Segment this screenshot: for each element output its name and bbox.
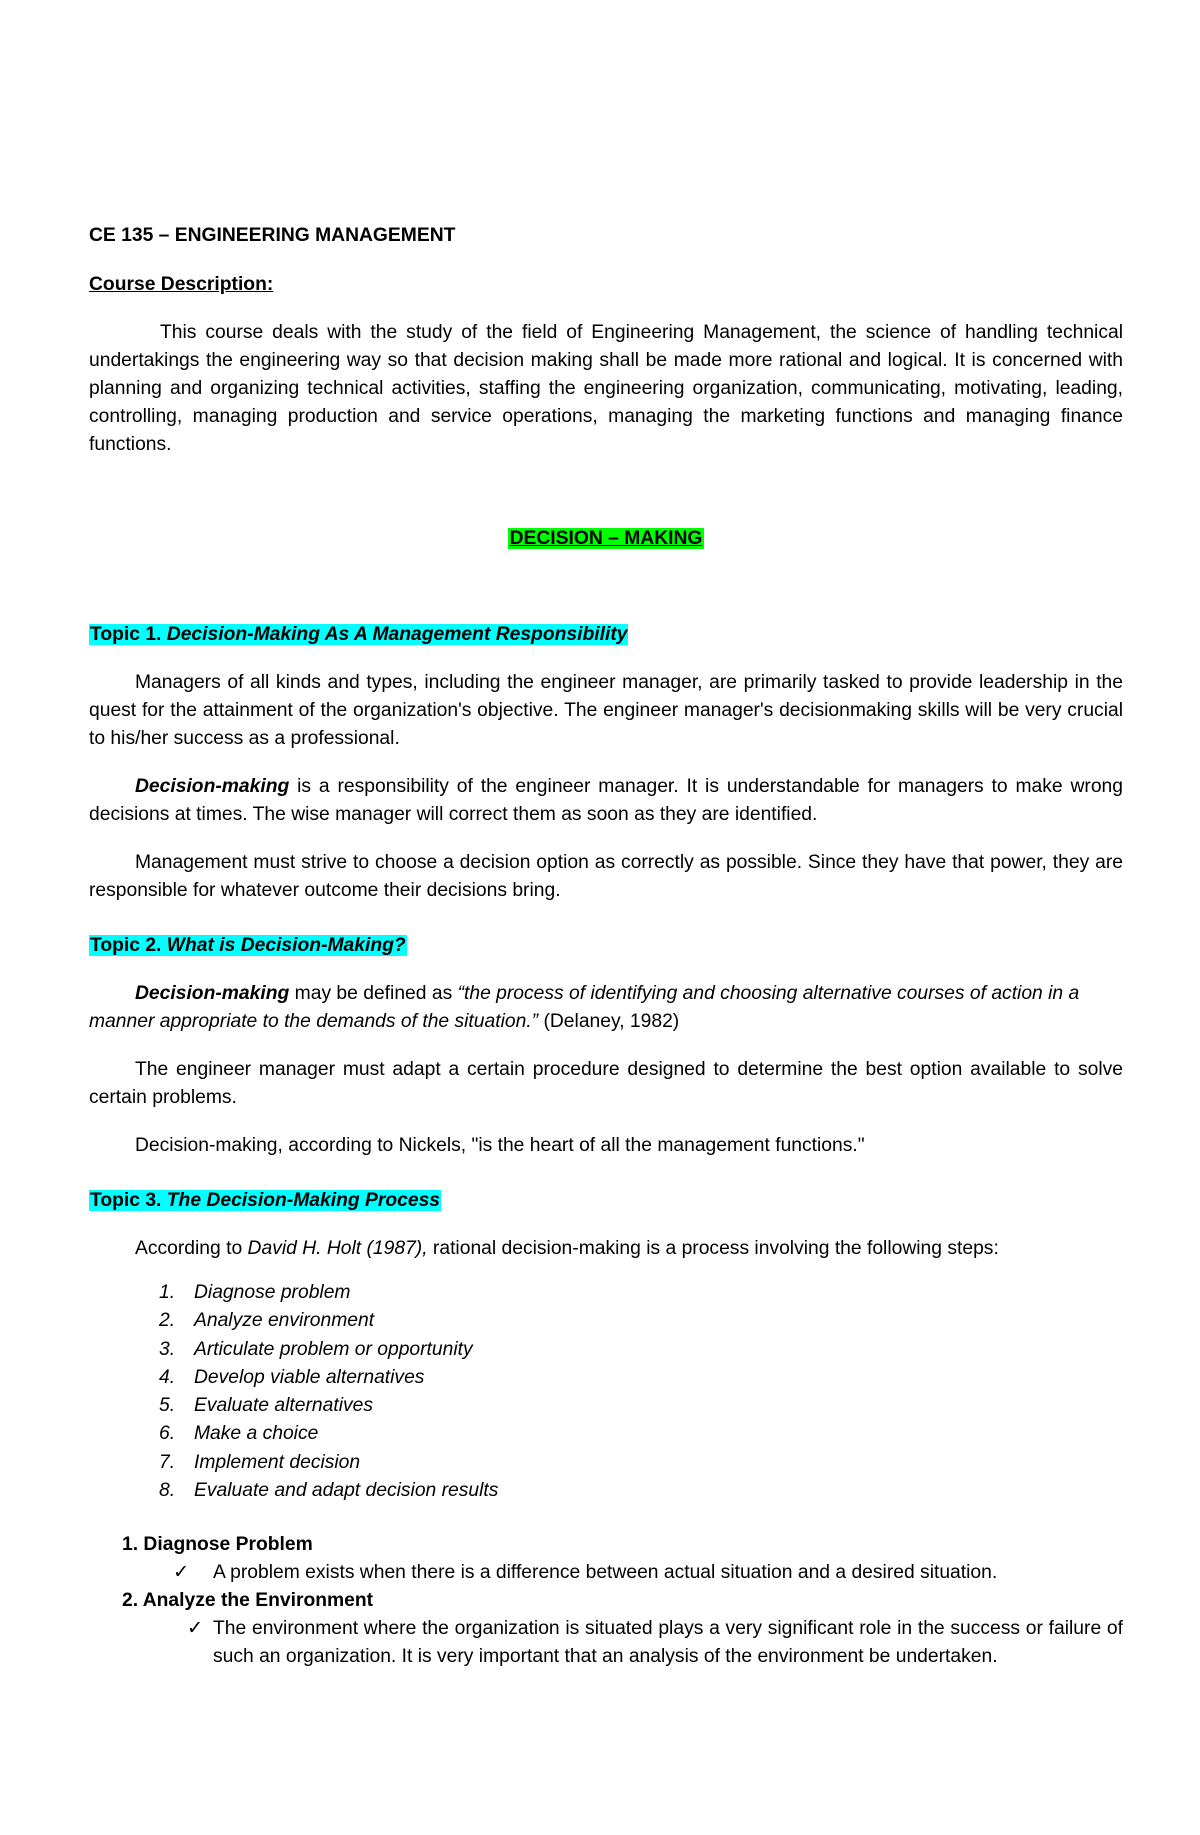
list-item — [89, 1392, 1123, 1420]
section-heading-wrap — [89, 525, 1123, 553]
topic-2-heading — [89, 932, 1123, 960]
list-item-number: 8. — [159, 1480, 176, 1502]
topic-1-highlight — [89, 624, 628, 645]
checkmark-icon: ✓ — [187, 1618, 204, 1640]
list-item-text: Evaluate alternatives — [194, 1395, 373, 1417]
course-description-text: This course deals with the study of the field of Engineering Management, the science of handling technical undertakings the engineering way so that decision making shall be made more rational and logical. It is concerned with planning and organizing technical activities, staffing the engineering organization, communicating, motivating, leading, controlling, managing production and service operations, managing the marketing functions and managing finance functions. — [89, 322, 1123, 455]
topic-3-title: The Decision-Making Process — [166, 1190, 441, 1211]
topic-2-title: What is Decision-Making? — [166, 935, 406, 956]
list-item-number: 1. — [159, 1282, 176, 1303]
list-item — [89, 1364, 1123, 1392]
list-item-number: 2. — [159, 1310, 176, 1332]
list-item-number: 3. — [159, 1338, 176, 1360]
topic-2-paragraph-3: Decision-making, according to Nickels, "is the heart of all the management functions." — [135, 1135, 865, 1156]
detail-1-text: A problem exists when there is a difference between actual situation and a desired situation. — [213, 1562, 998, 1584]
topic-2-citation: (Delaney, 1982) — [538, 1011, 680, 1032]
topic-2-highlight — [89, 935, 407, 956]
detail-2-item — [89, 1615, 1123, 1671]
list-item-number: 5. — [159, 1395, 176, 1417]
topic-3-intro-pre: According to — [135, 1238, 248, 1259]
topic-3-highlight — [89, 1190, 441, 1211]
list-item — [89, 1336, 1123, 1364]
decision-steps-list — [89, 1279, 1123, 1505]
topic-1-label: Topic 1. — [90, 624, 162, 645]
list-item-text: Develop viable alternatives — [194, 1366, 425, 1388]
detail-1-item — [89, 1559, 1123, 1587]
detail-2-text: The environment where the organization is situated plays a very significant role in the success or failure of such an organization. It is very important that an analysis of the environment be undertaken. — [213, 1618, 1123, 1668]
course-description-label: Course Description: — [89, 274, 274, 295]
topic-2-definition-quote: “the process of identifying and choosing alternative courses of action in a manner appropriate to the demands of the situation.” — [89, 983, 1080, 1032]
list-item-text: Implement decision — [194, 1451, 361, 1473]
topic-3-intro — [89, 1235, 1123, 1263]
course-title: CE 135 – ENGINEERING MANAGEMENT — [89, 225, 456, 246]
list-item-text: Diagnose problem — [194, 1282, 351, 1303]
topic-1-title: Decision-Making As A Management Responsibility — [166, 624, 628, 645]
list-item-text: Evaluate and adapt decision results — [194, 1480, 499, 1502]
list-item — [89, 1279, 1123, 1307]
section-heading: DECISION – MAKING — [509, 528, 703, 549]
list-item-number: 7. — [159, 1451, 176, 1473]
topic-3-heading — [89, 1187, 1123, 1215]
topic-3-label: Topic 3. — [90, 1190, 162, 1211]
detail-1-heading: 1. Diagnose Problem — [122, 1534, 313, 1556]
list-item-text: Analyze environment — [194, 1310, 375, 1332]
topic-3-intro-author: David H. Holt (1987), — [247, 1238, 428, 1259]
topic-1-paragraph-2 — [89, 773, 1123, 829]
detail-2-heading: 2. Analyze the Environment — [122, 1590, 374, 1612]
topic-2-paragraph-1-term: Decision-making — [135, 983, 290, 1004]
topic-1-heading — [89, 621, 1123, 649]
list-item-text: Make a choice — [194, 1423, 319, 1445]
list-item — [89, 1477, 1123, 1505]
topic-2-paragraph-2: The engineer manager must adapt a certain procedure designed to determine the best option available to solve certain problems. — [89, 1059, 1123, 1108]
topic-1-paragraph-2-term: Decision-making — [135, 776, 290, 797]
topic-2-paragraph-1-mid: may be defined as — [289, 983, 458, 1004]
topic-1-paragraph-3: Management must strive to choose a decision option as correctly as possible. Since they have that power, they are responsible for whatever outcome their decisions bring. — [89, 852, 1123, 901]
topic-3-intro-post: rational decision-making is a process involving the following steps: — [427, 1238, 999, 1259]
topic-2-label: Topic 2. — [90, 935, 162, 956]
list-item-number: 6. — [159, 1423, 176, 1445]
list-item — [89, 1420, 1123, 1448]
checkmark-icon: ✓ — [173, 1562, 190, 1584]
document-page — [89, 222, 1123, 1671]
list-item-number: 4. — [159, 1366, 176, 1388]
topic-1-paragraph-1: Managers of all kinds and types, including the engineer manager, are primarily tasked to provide leadership in the quest for the attainment of the organization's objective. The engineer manager's decisionmaking skills will be very crucial to his/her success as a professional. — [89, 672, 1123, 749]
list-item — [89, 1449, 1123, 1477]
list-item — [89, 1307, 1123, 1335]
topic-2-paragraph-1 — [89, 980, 1123, 1036]
list-item-text: Articulate problem or opportunity — [194, 1338, 473, 1360]
topic-1-paragraph-2-rest: is a responsibility of the engineer manager. It is understandable for managers to make wrong decisions at times. The wise manager will correct them as soon as they are identified. — [89, 776, 1123, 825]
